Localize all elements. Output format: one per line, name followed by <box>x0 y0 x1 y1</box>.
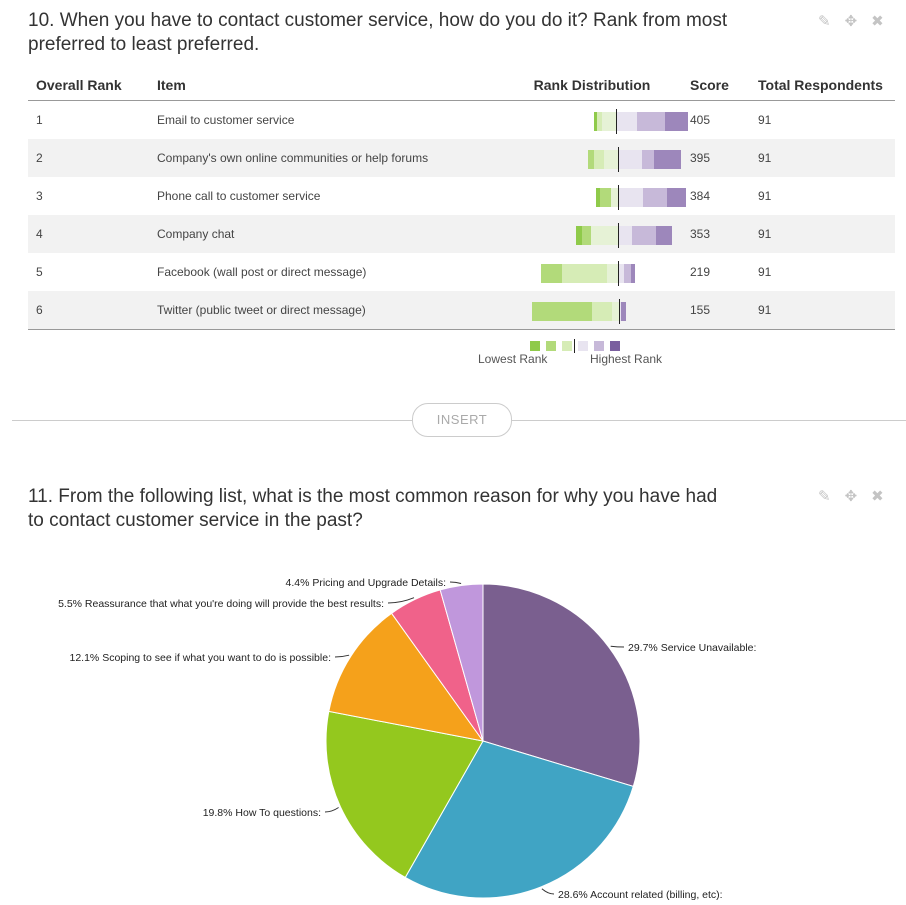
q10-title: 10. When you have to contact customer service, how do you do it? Rank from most preferred to least preferred. <box>28 10 728 55</box>
pie-label: 19.8% How To questions: <box>202 807 321 819</box>
pie-chart <box>0 560 906 905</box>
legend-swatch <box>578 341 588 351</box>
divider <box>511 420 906 421</box>
table-row <box>28 139 895 177</box>
score-cell: 405 <box>690 113 711 127</box>
legend-swatch <box>562 341 572 351</box>
total-cell: 91 <box>750 215 895 253</box>
table-row <box>28 177 895 215</box>
legend-swatch <box>594 341 604 351</box>
insert-button[interactable]: INSERT <box>412 403 512 437</box>
score-cell: 155 <box>682 291 750 330</box>
move-icon[interactable]: ✥ <box>844 13 858 30</box>
legend-marker <box>574 339 575 353</box>
header-total-respondents: Total Respondents <box>750 70 895 101</box>
header-score: Score <box>682 70 750 101</box>
pie-label: 5.5% Reassurance that what you're doing will provide the best results: <box>58 598 384 610</box>
pie-label: 29.7% Service Unavailable: <box>628 642 757 654</box>
rank-cell: 2 <box>28 139 149 177</box>
header-item: Item <box>149 70 502 101</box>
q11-title: 11. From the following list, what is the most common reason for why you have had to contact customer service in the past? <box>28 486 718 531</box>
pencil-icon[interactable]: ✎ <box>818 13 831 30</box>
total-cell: 91 <box>758 113 772 127</box>
header-overall-rank: Overall Rank <box>28 70 149 101</box>
pie-label: 4.4% Pricing and Upgrade Details: <box>285 577 446 589</box>
close-icon[interactable]: ✖ <box>871 488 884 505</box>
table-row <box>28 101 895 140</box>
total-cell: 91 <box>750 291 895 330</box>
pie-leader-line <box>325 808 339 813</box>
item-cell: Phone call to customer service <box>157 189 321 203</box>
legend-swatch <box>610 341 620 351</box>
rank-distribution-bar <box>502 101 682 140</box>
q11-actions <box>818 487 884 505</box>
table-row <box>28 215 895 253</box>
header-rank-distribution: Rank Distribution <box>502 70 682 101</box>
total-cell: 91 <box>758 265 772 279</box>
item-cell: Facebook (wall post or direct message) <box>157 265 367 279</box>
rank-distribution-bar <box>502 215 682 253</box>
table-row <box>28 291 895 330</box>
pie-label: 28.6% Account related (billing, etc): <box>558 889 723 901</box>
rank-cell: 5 <box>36 265 43 279</box>
close-icon[interactable]: ✖ <box>871 13 884 30</box>
move-icon[interactable]: ✥ <box>844 488 858 505</box>
rank-cell: 6 <box>28 291 149 330</box>
score-cell: 353 <box>682 215 750 253</box>
pie-leader-line <box>335 655 349 657</box>
total-cell: 91 <box>750 139 895 177</box>
q10-actions <box>818 12 884 30</box>
rank-distribution-bar <box>502 253 682 291</box>
score-cell: 219 <box>690 265 711 279</box>
table-row <box>28 253 895 291</box>
rank-distribution-bar <box>502 177 682 215</box>
pencil-icon[interactable]: ✎ <box>818 488 831 505</box>
rank-distribution-bar <box>502 139 682 177</box>
legend-swatch <box>530 341 540 351</box>
total-cell: 91 <box>758 189 772 203</box>
item-cell: Company's own online communities or help forums <box>149 139 502 177</box>
pie-label: 12.1% Scoping to see if what you want to do is possible: <box>69 652 331 664</box>
divider <box>12 420 412 421</box>
legend-highest-label: Highest Rank <box>590 352 663 366</box>
score-cell: 384 <box>690 189 711 203</box>
item-cell: Email to customer service <box>157 113 295 127</box>
pie-leader-line <box>611 646 624 647</box>
score-cell: 395 <box>682 139 750 177</box>
rank-cell: 4 <box>28 215 149 253</box>
rank-cell: 1 <box>36 113 43 127</box>
item-cell: Company chat <box>149 215 502 253</box>
rank-cell: 3 <box>36 189 43 203</box>
legend-swatch <box>546 341 556 351</box>
ranking-table <box>28 70 895 330</box>
pie-leader-line <box>542 889 554 894</box>
pie-leader-line <box>450 582 461 584</box>
item-cell: Twitter (public tweet or direct message) <box>149 291 502 330</box>
rank-distribution-bar <box>502 291 682 330</box>
legend-lowest-label: Lowest Rank <box>478 352 548 366</box>
